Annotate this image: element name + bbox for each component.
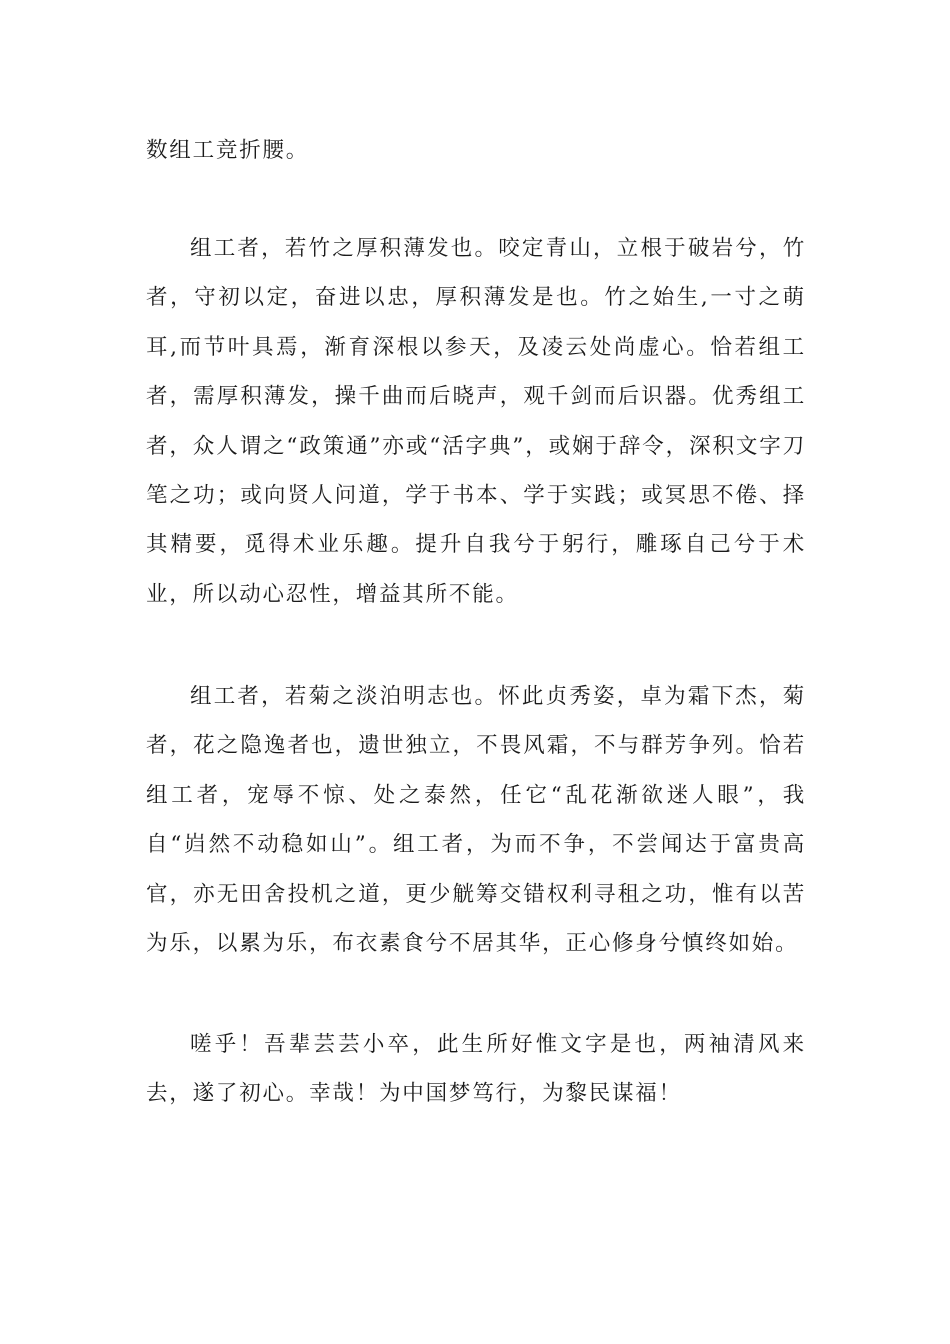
- paragraph-continuation: 数组工竞折腰。: [146, 138, 310, 163]
- paragraph-chrysanthemum: 组工者，若菊之淡泊明志也。怀此贞秀姿，卓为霜下杰，菊者，花之隐逸者也，遗世独立，不畏风霜，不与群芳争列。恰若组工者，宠辱不惊、处之泰然，任它“乱花渐欲迷人眼”，我自“岿然不动稳如山”。组工者，为而不争，不尝闻达于富贵高官，亦无田舍投机之道，更少觥筹交错权利寻租之功，惟有以苦为乐，以累为乐，布衣素食兮不居其华，正心修身兮慎终如始。: [146, 684, 806, 957]
- paragraph-bamboo: 组工者，若竹之厚积薄发也。咬定青山，立根于破岩兮，竹者，守初以定，奋进以忠，厚积薄发是也。竹之始生,一寸之萌耳,而节叶具焉，渐育深根以参天，及凌云处尚虚心。恰若组工者，需厚积薄发，操千曲而后晓声，观千剑而后识器。优秀组工者，众人谓之“政策通”亦或“活字典”，或娴于辞令，深积文字刀笔之功；或向贤人问道，学于书本、学于实践；或冥思不倦、择其精要，觅得术业乐趣。提升自我兮于躬行，雕琢自己兮于术业，所以动心忍性，增益其所不能。: [146, 236, 806, 607]
- paragraph-conclusion: 嗟乎！吾辈芸芸小卒，此生所好惟文字是也，两袖清风来去，遂了初心。幸哉！为中国梦笃行，为黎民谋福！: [146, 1032, 806, 1107]
